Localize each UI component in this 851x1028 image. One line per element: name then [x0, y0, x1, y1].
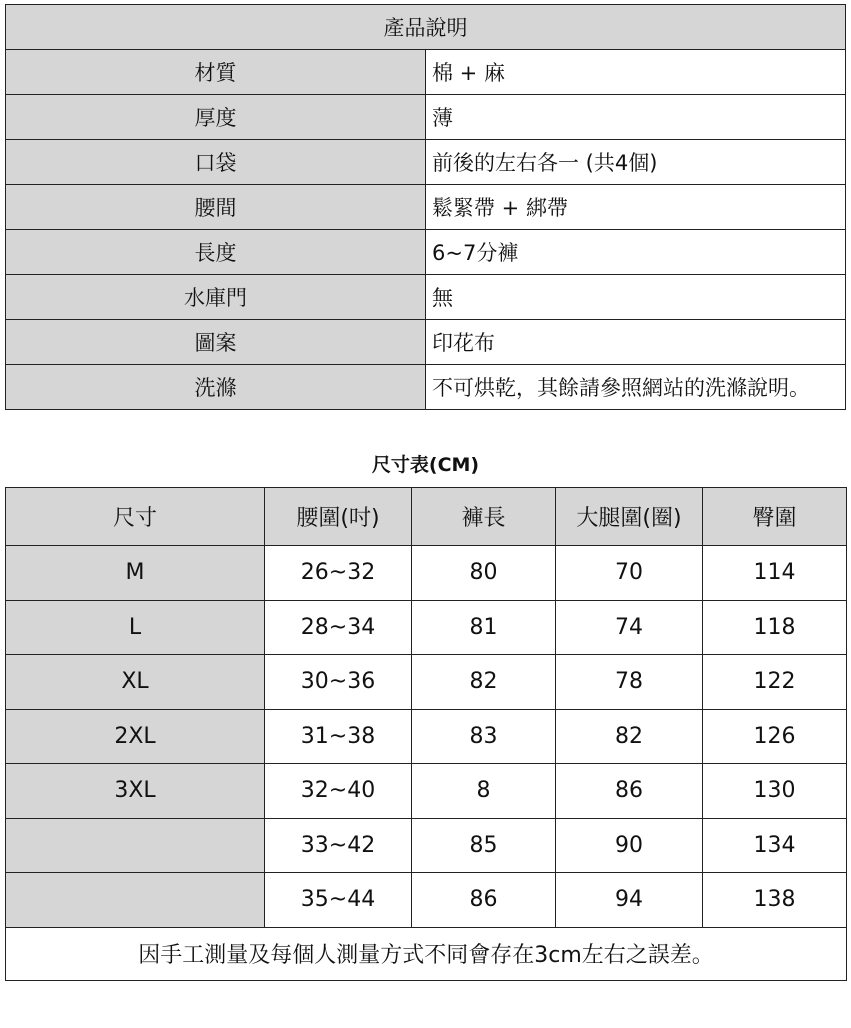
size-value-cell: 86 [556, 764, 703, 819]
info-label: 厚度 [6, 95, 426, 140]
size-value-cell: 134 [703, 818, 847, 873]
size-value-cell: 81 [412, 600, 556, 655]
size-value-cell: 90 [556, 818, 703, 873]
size-value-cell: 85 [412, 818, 556, 873]
size-row [6, 818, 847, 873]
info-row [6, 365, 846, 410]
size-value-cell: 74 [556, 600, 703, 655]
size-value-cell: 114 [703, 546, 847, 601]
size-value-cell: 70 [556, 546, 703, 601]
size-row [6, 709, 847, 764]
info-label: 洗滌 [6, 365, 426, 410]
size-value-cell: 138 [703, 873, 847, 928]
info-value: 不可烘乾，其餘請參照網站的洗滌說明。 [426, 365, 846, 410]
size-header-row [6, 488, 847, 546]
info-value: 6~7分褲 [426, 230, 846, 275]
size-value-cell: 26~32 [265, 546, 412, 601]
size-label-cell [6, 873, 265, 928]
info-row [6, 50, 846, 95]
size-row [6, 873, 847, 928]
size-note-row [6, 927, 847, 980]
info-value: 前後的左右各一 (共4個) [426, 140, 846, 185]
size-header-cell: 尺寸 [6, 488, 265, 546]
size-value-cell: 35~44 [265, 873, 412, 928]
info-label: 長度 [6, 230, 426, 275]
size-label-cell: M [6, 546, 265, 601]
info-row [6, 275, 846, 320]
size-row [6, 546, 847, 601]
size-value-cell: 118 [703, 600, 847, 655]
size-value-cell: 94 [556, 873, 703, 928]
info-value: 棉 + 麻 [426, 50, 846, 95]
size-value-cell: 82 [412, 655, 556, 710]
size-value-cell: 32~40 [265, 764, 412, 819]
size-row [6, 764, 847, 819]
product-info-table [5, 4, 846, 410]
size-label-cell: L [6, 600, 265, 655]
size-chart-title: 尺寸表(CM) [371, 454, 480, 476]
size-chart-table [5, 487, 847, 981]
size-value-cell: 130 [703, 764, 847, 819]
size-value-cell: 33~42 [265, 818, 412, 873]
size-label-cell: 3XL [6, 764, 265, 819]
measurement-note: 因手工測量及每個人測量方式不同會存在3cm左右之誤差。 [6, 927, 847, 980]
size-value-cell: 78 [556, 655, 703, 710]
size-value-cell: 8 [412, 764, 556, 819]
info-row [6, 140, 846, 185]
info-row [6, 185, 846, 230]
info-label: 水庫門 [6, 275, 426, 320]
size-header-cell: 褲長 [412, 488, 556, 546]
size-value-cell: 126 [703, 709, 847, 764]
info-value: 印花布 [426, 320, 846, 365]
size-value-cell: 86 [412, 873, 556, 928]
info-label: 材質 [6, 50, 426, 95]
info-label: 腰間 [6, 185, 426, 230]
size-header-cell: 大腿圍(圈) [556, 488, 703, 546]
size-header-cell: 腰圍(吋) [265, 488, 412, 546]
info-value: 鬆緊帶 + 綁帶 [426, 185, 846, 230]
size-label-cell: XL [6, 655, 265, 710]
size-row [6, 600, 847, 655]
info-label: 口袋 [6, 140, 426, 185]
size-value-cell: 80 [412, 546, 556, 601]
product-info-header-row [6, 5, 846, 50]
size-label-cell: 2XL [6, 709, 265, 764]
product-info-title: 產品說明 [6, 5, 846, 50]
size-value-cell: 122 [703, 655, 847, 710]
info-row [6, 95, 846, 140]
info-label: 圖案 [6, 320, 426, 365]
info-row [6, 320, 846, 365]
size-value-cell: 31~38 [265, 709, 412, 764]
info-row [6, 230, 846, 275]
size-header-cell: 臀圍 [703, 488, 847, 546]
size-value-cell: 28~34 [265, 600, 412, 655]
size-value-cell: 82 [556, 709, 703, 764]
size-value-cell: 30~36 [265, 655, 412, 710]
size-row [6, 655, 847, 710]
info-value: 薄 [426, 95, 846, 140]
size-label-cell [6, 818, 265, 873]
size-value-cell: 83 [412, 709, 556, 764]
info-value: 無 [426, 275, 846, 320]
